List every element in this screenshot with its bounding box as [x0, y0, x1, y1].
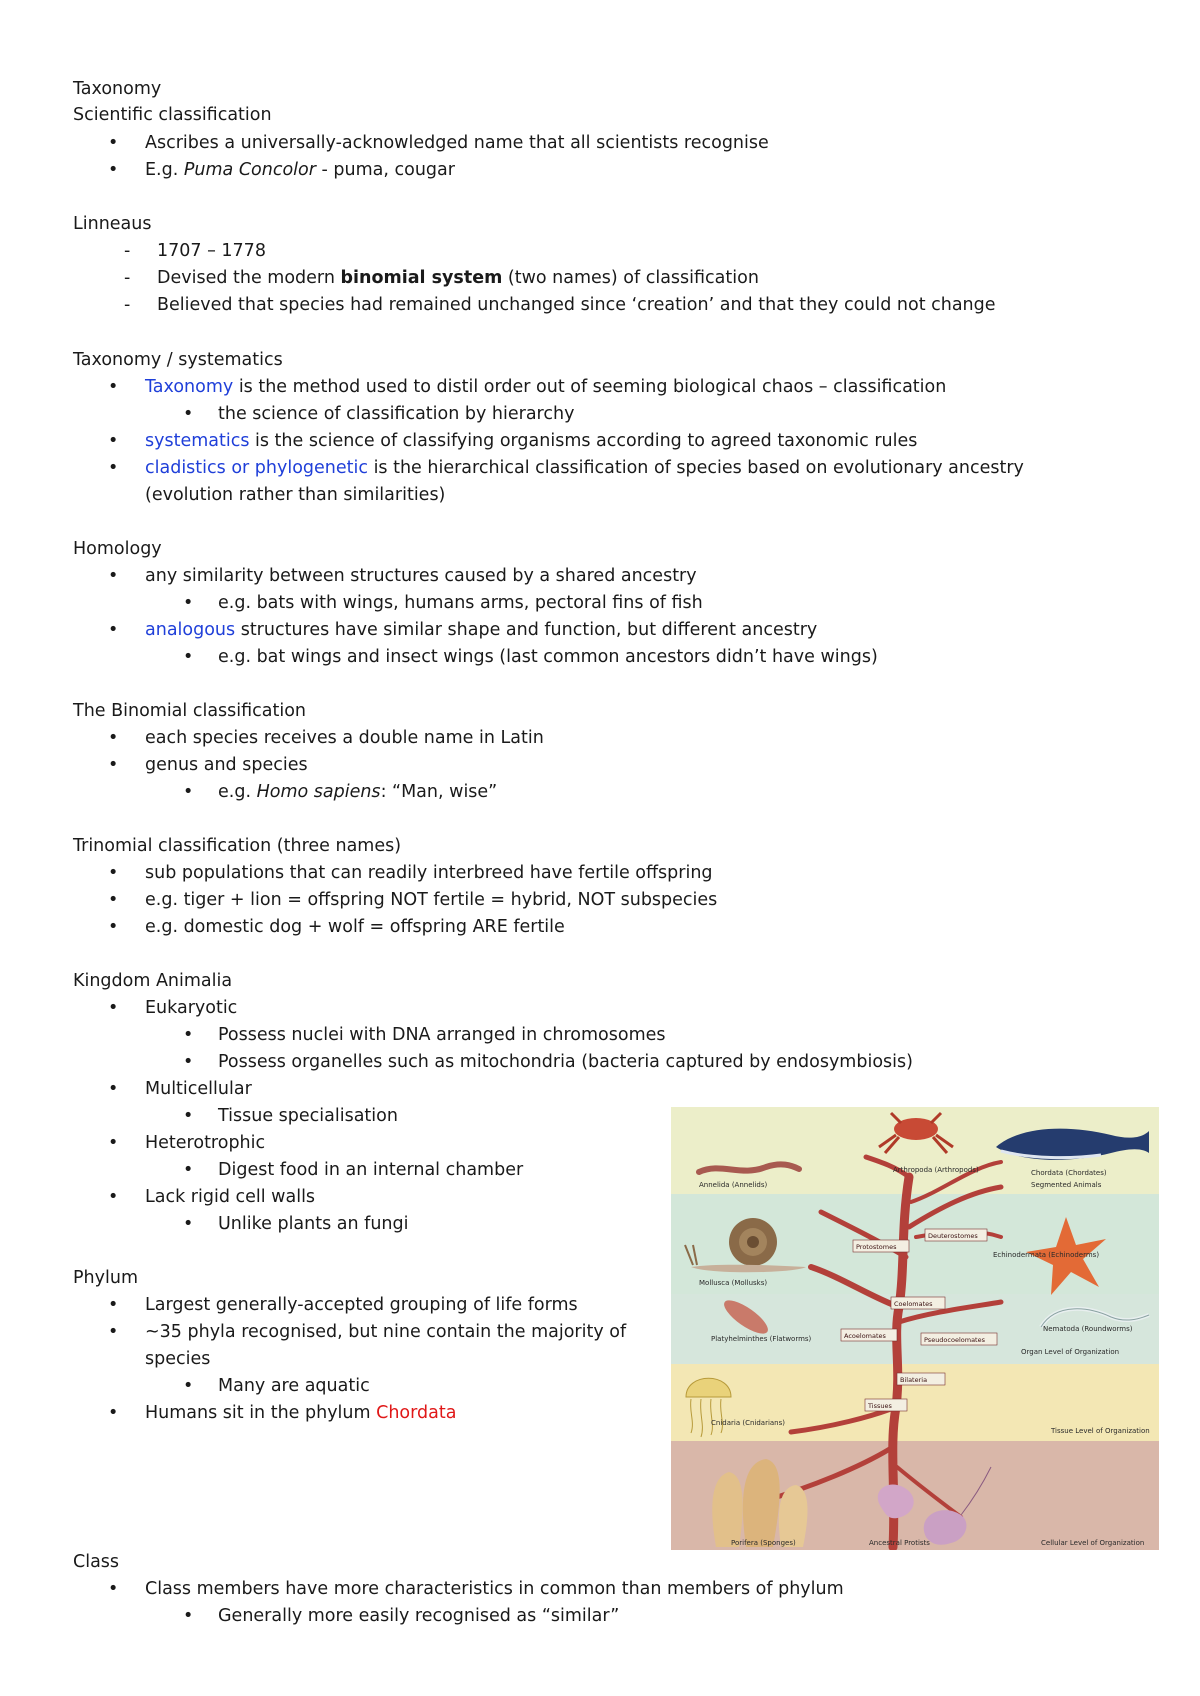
bullet-icon: • [108, 620, 119, 640]
list-item: • ~35 phyla recognised, but nine contain the majority of [145, 1319, 626, 1345]
bullet-icon: • [183, 1606, 194, 1626]
bullet-icon: • [108, 133, 119, 153]
list-item: • Multicellular [145, 1076, 252, 1102]
bullet-icon: • [183, 404, 194, 424]
bullet-icon: • [108, 1295, 119, 1315]
species-name: Puma Concolor [183, 160, 316, 180]
caption-platyhelminthes: Platyhelminthes (Flatworms) [711, 1335, 812, 1343]
bullet-icon: • [108, 890, 119, 910]
bullet-icon: • [108, 1187, 119, 1207]
list-item-continuation: species [145, 1349, 211, 1369]
phylogenetic-tree-figure [671, 1107, 1159, 1550]
bullet-icon: • [183, 782, 194, 802]
list-item: • Class members have more characteristics in common than members of phylum [145, 1576, 844, 1602]
bullet-icon: • [108, 755, 119, 775]
bullet-icon: • [108, 160, 119, 180]
list-item: • Ascribes a universally-acknowledged name that all scientists recognise [145, 130, 769, 156]
caption-cnidaria: Cnidaria (Cnidarians) [711, 1419, 785, 1427]
list-item: • Lack rigid cell walls [145, 1184, 315, 1210]
bullet-icon: • [108, 1579, 119, 1599]
bullet-icon: • [183, 1025, 194, 1045]
heading-trinomial: Trinomial classification (three names) [73, 836, 402, 856]
bullet-icon: • [183, 1214, 194, 1234]
list-item: - Devised the modern binomial system (two names) of classification [157, 265, 759, 291]
bullet-icon: • [108, 377, 119, 397]
caption-annelida: Annelida (Annelids) [699, 1181, 768, 1189]
caption-nematoda: Nematoda (Roundworms) [1043, 1325, 1133, 1333]
caption-cellular-level: Cellular Level of Organization [1041, 1539, 1145, 1547]
list-item: • cladistics or phylogenetic is the hierarchical classification of species based on evolutionary ancestry [145, 455, 1024, 481]
list-item: • E.g. Puma Concolor - puma, cougar [145, 157, 455, 183]
bullet-icon: • [108, 431, 119, 451]
list-item: • Digest food in an internal chamber [218, 1157, 523, 1183]
heading-phylum: Phylum [73, 1268, 139, 1288]
list-item: • analogous structures have similar shape and function, but different ancestry [145, 617, 817, 643]
heading-homology: Homology [73, 539, 162, 559]
list-item: • Heterotrophic [145, 1130, 265, 1156]
bullet-icon: • [108, 998, 119, 1018]
phylum-chordata: Chordata [376, 1403, 457, 1423]
list-item: • Generally more easily recognised as “similar” [218, 1603, 619, 1629]
bullet-icon: • [108, 728, 119, 748]
list-item-continuation: (evolution rather than similarities) [145, 485, 446, 505]
list-item: • Unlike plants an fungi [218, 1211, 408, 1237]
list-item: • Possess nuclei with DNA arranged in chromosomes [218, 1022, 666, 1048]
list-item: • e.g. domestic dog + wolf = offspring ARE fertile [145, 914, 565, 940]
list-item: • Eukaryotic [145, 995, 237, 1021]
node-label-tissues: Tissues [868, 1402, 892, 1410]
list-item: • Possess organelles such as mitochondria (bacteria captured by endosymbiosis) [218, 1049, 913, 1075]
heading-linneaus: Linneaus [73, 214, 152, 234]
dash-icon: - [124, 241, 131, 261]
bullet-icon: • [108, 863, 119, 883]
caption-mollusca: Mollusca (Mollusks) [699, 1279, 768, 1287]
list-item: • the science of classification by hierarchy [218, 401, 574, 427]
bullet-icon: • [183, 647, 194, 667]
bullet-icon: • [183, 1052, 194, 1072]
list-item: - Believed that species had remained unchanged since ‘creation’ and that they could not change [157, 292, 996, 318]
bullet-icon: • [183, 1376, 194, 1396]
list-item: • systematics is the science of classifying organisms according to agreed taxonomic rules [145, 428, 917, 454]
list-item: • e.g. bat wings and insect wings (last common ancestors didn’t have wings) [218, 644, 878, 670]
phylogenetic-tree-illustration [671, 1107, 1159, 1550]
dash-icon: - [124, 268, 131, 288]
bullet-icon: • [183, 1106, 194, 1126]
bullet-icon: • [183, 593, 194, 613]
heading-taxonomy: Taxonomy [73, 79, 162, 99]
bullet-icon: • [108, 1133, 119, 1153]
list-item: • Taxonomy is the method used to distil order out of seeming biological chaos – classification [145, 374, 946, 400]
dash-icon: - [124, 295, 131, 315]
bullet-icon: • [108, 1079, 119, 1099]
list-item: • each species receives a double name in Latin [145, 725, 544, 751]
list-item: • genus and species [145, 752, 308, 778]
caption-arthropoda: Arthropoda (Arthropods) [893, 1166, 979, 1174]
list-item: • e.g. bats with wings, humans arms, pectoral fins of fish [218, 590, 703, 616]
caption-segmented: Segmented Animals [1031, 1181, 1102, 1189]
bullet-icon: • [108, 1322, 119, 1342]
bullet-icon: • [108, 458, 119, 478]
list-item: • Tissue specialisation [218, 1103, 398, 1129]
list-item: • any similarity between structures caused by a shared ancestry [145, 563, 697, 589]
list-item: • Many are aquatic [218, 1373, 370, 1399]
node-label-protostomes: Protostomes [856, 1243, 897, 1251]
subheading-scientific-classification: Scientific classification [73, 105, 272, 125]
list-item: • Largest generally-accepted grouping of life forms [145, 1292, 578, 1318]
caption-chordata: Chordata (Chordates) [1031, 1169, 1107, 1177]
node-label-bilateria: Bilateria [900, 1376, 928, 1384]
bullet-icon: • [108, 917, 119, 937]
list-item: • Humans sit in the phylum Chordata [145, 1400, 456, 1426]
heading-binomial: The Binomial classification [73, 701, 307, 721]
list-item: • e.g. Homo sapiens: “Man, wise” [218, 779, 497, 805]
node-label-deuterostomes: Deuterostomes [928, 1232, 978, 1240]
heading-class: Class [73, 1552, 120, 1572]
caption-ancestral: Ancestral Protists [869, 1539, 930, 1547]
bullet-icon: • [108, 566, 119, 586]
bullet-icon: • [183, 1160, 194, 1180]
caption-organ-level: Organ Level of Organization [1021, 1348, 1120, 1356]
node-label-acoelomates: Acoelomates [844, 1332, 886, 1340]
caption-porifera: Porifera (Sponges) [731, 1539, 796, 1547]
caption-echinodermata: Echinodermata (Echinoderms) [993, 1251, 1100, 1259]
list-item: • sub populations that can readily interbreed have fertile offspring [145, 860, 713, 886]
bullet-icon: • [108, 1403, 119, 1423]
node-label-coelomates: Coelomates [894, 1300, 933, 1308]
heading-animalia: Kingdom Animalia [73, 971, 233, 991]
heading-systematics: Taxonomy / systematics [73, 350, 283, 370]
caption-tissue-level: Tissue Level of Organization [1051, 1427, 1150, 1435]
list-item: - 1707 – 1778 [157, 238, 266, 264]
node-label-pseudocoelomates: Pseudocoelomates [924, 1336, 985, 1344]
list-item: • e.g. tiger + lion = offspring NOT fertile = hybrid, NOT subspecies [145, 887, 717, 913]
